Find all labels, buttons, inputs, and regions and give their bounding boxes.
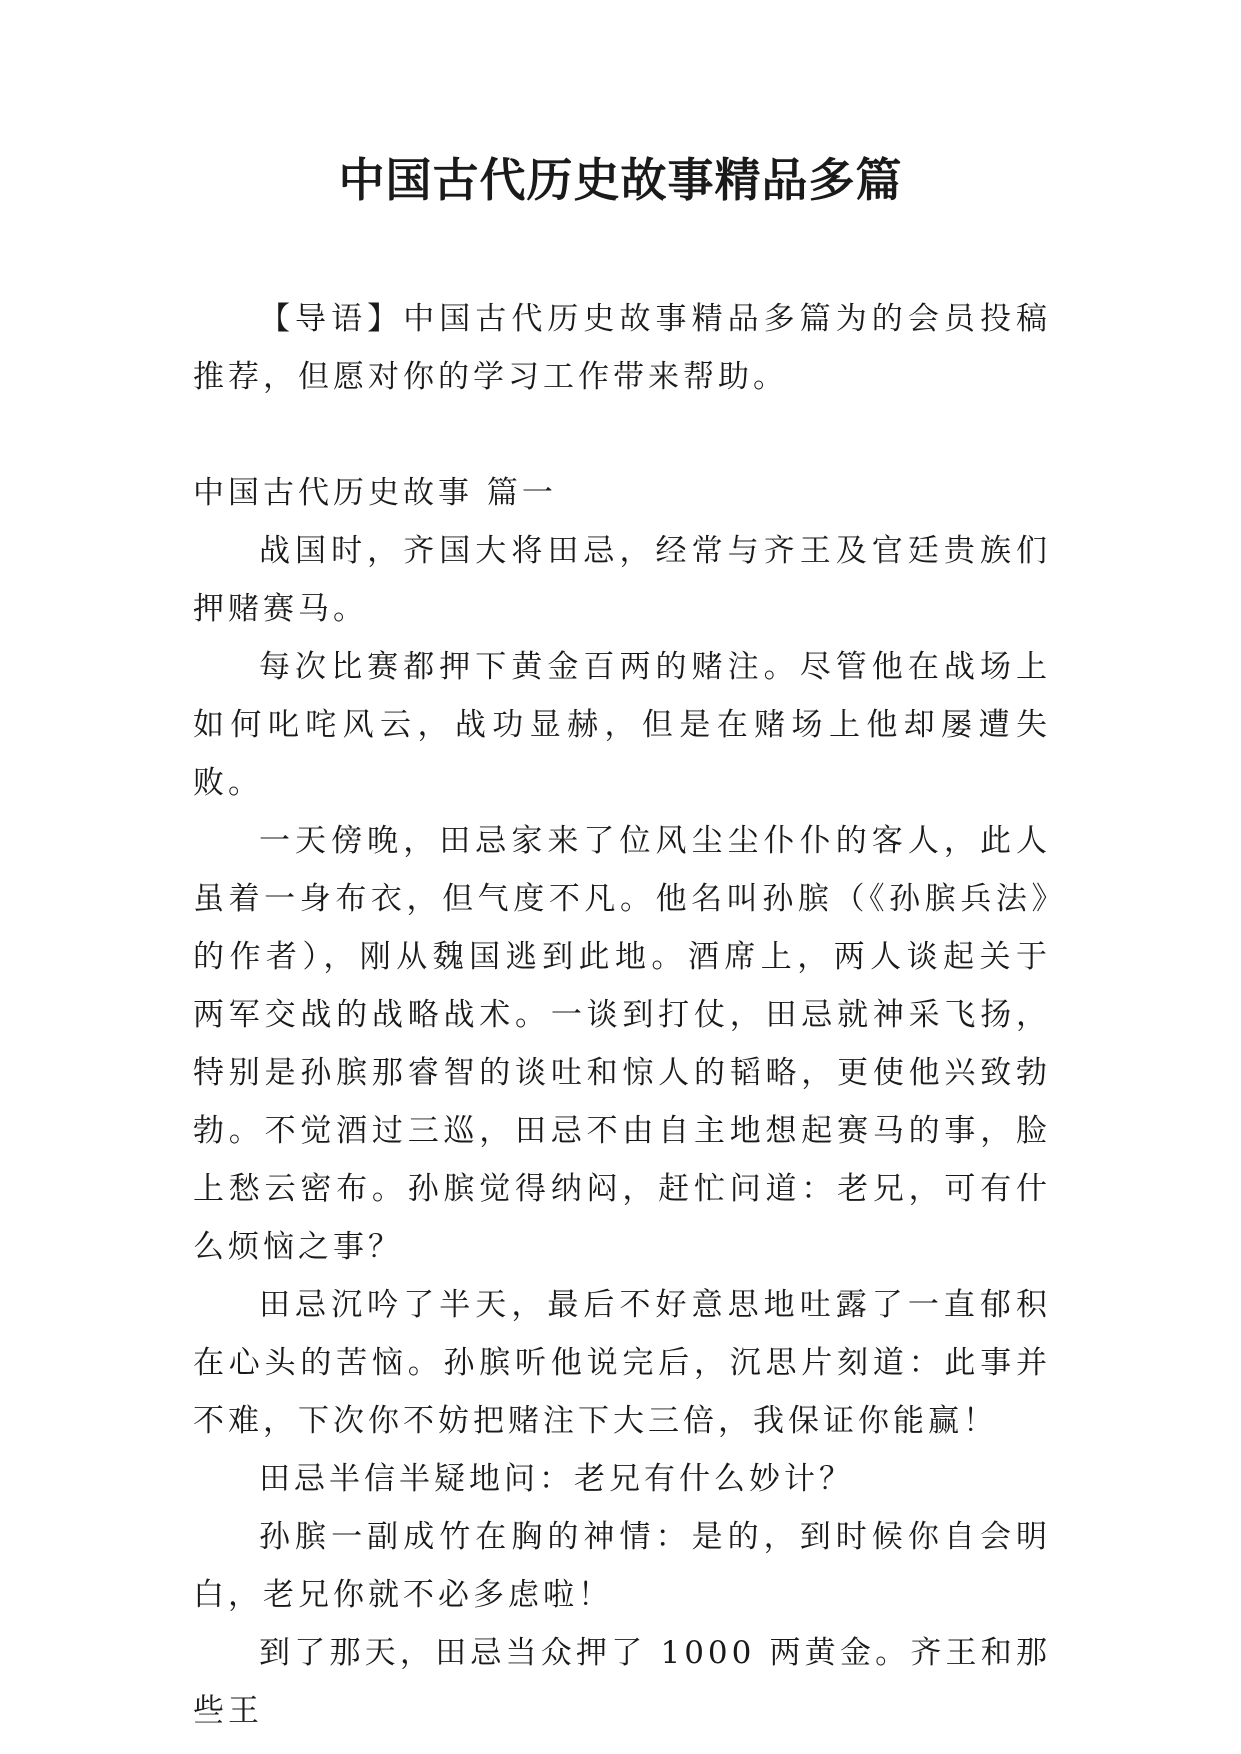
body-paragraph: 到了那天，田忌当众押了 1000 两黄金。齐王和那些王	[193, 1635, 1051, 1729]
body-paragraph: 战国时，齐国大将田忌，经常与齐王及官廷贵族们押赌赛马。	[193, 533, 1051, 627]
document-title: 中国古代历史故事精品多篇	[338, 153, 903, 207]
body-paragraph: 孙膑一副成竹在胸的神情：是的，到时候你自会明白，老兄你就不必多虑啦！	[193, 1519, 1051, 1613]
body-paragraph: 一天傍晚，田忌家来了位风尘尘仆仆的客人，此人虽着一身布衣，但气度不凡。他名叫孙膑（《孙膑兵法》的作者），刚从魏国逃到此地。酒席上，两人谈起关于两军交战的战略战术。一谈到打仗，田忌就神采飞扬，特别是孙膑那睿智的谈吐和惊人的韬略，更使他兴致勃勃。不觉酒过三巡，田忌不由自主地想起赛马的事，脸上愁云密布。孙膑觉得纳闷，赶忙问道：老兄，可有什么烦恼之事？	[193, 823, 1051, 1265]
section-heading: 中国古代历史故事 篇一	[193, 475, 557, 511]
body-paragraph: 田忌沉吟了半天，最后不好意思地吐露了一直郁积在心头的苦恼。孙膑听他说完后，沉思片刻道：此事并不难，下次你不妨把赌注下大三倍，我保证你能赢！	[193, 1287, 1051, 1439]
intro-paragraph: 【导语】中国古代历史故事精品多篇为的会员投稿推荐，但愿对你的学习工作带来帮助。	[193, 301, 1051, 395]
body-paragraph: 每次比赛都押下黄金百两的赌注。尽管他在战场上如何叱咤风云，战功显赫，但是在赌场上他却屡遭失败。	[193, 649, 1051, 801]
body-paragraph: 田忌半信半疑地问：老兄有什么妙计？	[259, 1461, 854, 1497]
document-body	[193, 290, 1051, 1740]
